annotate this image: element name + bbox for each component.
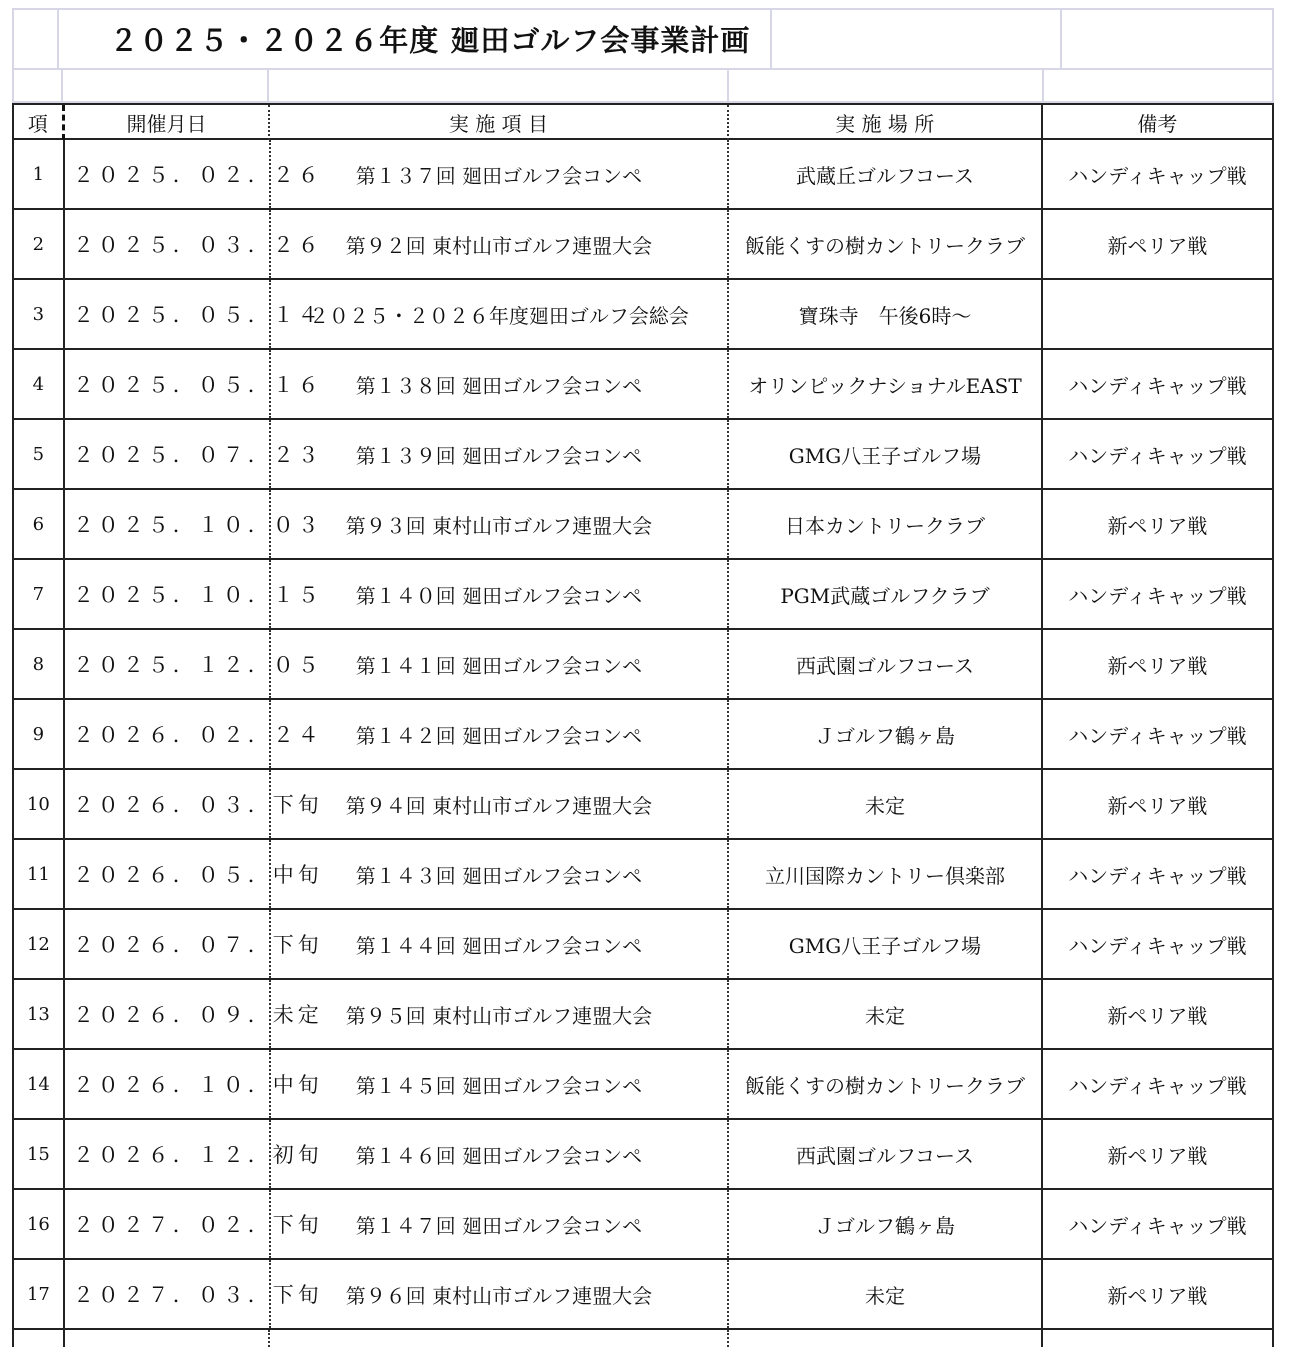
- cell-venue[interactable]: 未定: [729, 1260, 1043, 1328]
- cell-event[interactable]: 第１４１回 廻田ゴルフ会コンペ: [271, 630, 729, 698]
- cell-venue[interactable]: 西武園ゴルフコース: [729, 630, 1043, 698]
- cell-event[interactable]: 第１３７回 廻田ゴルフ会コンペ: [271, 140, 729, 208]
- cell-no[interactable]: 3: [14, 280, 65, 348]
- cell-event[interactable]: 第１４３回 廻田ゴルフ会コンペ: [271, 840, 729, 908]
- header-date[interactable]: 開催月日: [65, 105, 270, 140]
- cell-no[interactable]: 13: [14, 980, 65, 1048]
- table-row: [14, 1120, 1272, 1190]
- cell-no[interactable]: 16: [14, 1190, 65, 1258]
- table-row: [14, 770, 1272, 840]
- cell-date[interactable]: ２０２６．１２．初旬: [65, 1120, 271, 1188]
- cell-date[interactable]: ２０２６．０５．中旬: [65, 840, 271, 908]
- cell-note[interactable]: ハンディキャップ戦: [1068, 163, 1247, 188]
- empty-cell[interactable]: [269, 68, 729, 103]
- cell-note[interactable]: ハンディキャップ戦: [1068, 443, 1247, 468]
- empty-cell[interactable]: [772, 10, 1062, 70]
- cell-event[interactable]: 第１３９回 廻田ゴルフ会コンペ: [271, 420, 729, 488]
- cell-venue[interactable]: GMG八王子ゴルフ場: [729, 420, 1043, 488]
- cell-note[interactable]: ハンディキャップ戦: [1068, 583, 1247, 608]
- cell-no[interactable]: 12: [14, 910, 65, 978]
- title-row: [12, 8, 1274, 68]
- cell-no[interactable]: 7: [14, 560, 65, 628]
- cell-event[interactable]: 第９３回 東村山市ゴルフ連盟大会: [271, 490, 729, 558]
- empty-cell[interactable]: [14, 1330, 65, 1347]
- cell-no[interactable]: 5: [14, 420, 65, 488]
- empty-cell[interactable]: [12, 68, 63, 103]
- cell-no[interactable]: 6: [14, 490, 65, 558]
- cell-date[interactable]: ２０２７．０３．下旬: [65, 1260, 271, 1328]
- cell-note[interactable]: ハンディキャップ戦: [1068, 1073, 1247, 1098]
- cell-note[interactable]: 新ペリア戦: [1107, 653, 1208, 678]
- empty-cell[interactable]: [12, 10, 59, 70]
- cell-event[interactable]: 第１４２回 廻田ゴルフ会コンペ: [271, 700, 729, 768]
- cell-venue[interactable]: Ｊゴルフ鶴ヶ島: [729, 700, 1043, 768]
- cell-date[interactable]: ２０２６．０９．未定: [65, 980, 271, 1048]
- cell-note[interactable]: 新ペリア戦: [1107, 1283, 1208, 1308]
- spreadsheet: [12, 8, 1274, 1347]
- table-row: [14, 350, 1272, 420]
- cell-venue[interactable]: 飯能くすの樹カントリークラブ: [729, 210, 1043, 278]
- cell-event[interactable]: 第１４６回 廻田ゴルフ会コンペ: [271, 1120, 729, 1188]
- cell-date[interactable]: ２０２５．０５．１６: [65, 350, 271, 418]
- cell-no[interactable]: 11: [14, 840, 65, 908]
- cell-venue[interactable]: オリンピックナショナルEAST: [729, 350, 1043, 418]
- cell-no[interactable]: 10: [14, 770, 65, 838]
- cell-date[interactable]: ２０２６．０２．２４: [65, 700, 271, 768]
- table-row: [14, 910, 1272, 980]
- cell-event[interactable]: 第１４５回 廻田ゴルフ会コンペ: [271, 1050, 729, 1118]
- cell-event[interactable]: 第１４７回 廻田ゴルフ会コンペ: [271, 1190, 729, 1258]
- cell-no[interactable]: 9: [14, 700, 65, 768]
- empty-cell[interactable]: [729, 1330, 1043, 1347]
- table-row: [14, 1260, 1272, 1330]
- cell-note[interactable]: 新ペリア戦: [1107, 1003, 1208, 1028]
- table-body: [14, 140, 1272, 1330]
- header-no[interactable]: 項: [14, 105, 65, 140]
- cell-note[interactable]: 新ペリア戦: [1107, 513, 1208, 538]
- cell-venue[interactable]: 武蔵丘ゴルフコース: [729, 140, 1043, 208]
- empty-cell[interactable]: [1062, 10, 1274, 70]
- header-event[interactable]: 実 施 項 目: [270, 105, 729, 140]
- table-row: [14, 140, 1272, 210]
- table-row: [14, 1190, 1272, 1260]
- header-venue[interactable]: 実 施 場 所: [729, 105, 1043, 140]
- cell-venue[interactable]: 飯能くすの樹カントリークラブ: [729, 1050, 1043, 1118]
- title-cell[interactable]: [59, 10, 772, 70]
- cell-venue[interactable]: 未定: [729, 770, 1043, 838]
- cell-date[interactable]: ２０２５．０７．２３: [65, 420, 271, 488]
- spacer-row: [12, 68, 1274, 103]
- cell-venue[interactable]: 西武園ゴルフコース: [729, 1120, 1043, 1188]
- cell-event[interactable]: 第９５回 東村山市ゴルフ連盟大会: [271, 980, 729, 1048]
- cell-no[interactable]: 17: [14, 1260, 65, 1328]
- table-row: [14, 630, 1272, 700]
- cell-venue[interactable]: 未定: [729, 980, 1043, 1048]
- cell-note[interactable]: ハンディキャップ戦: [1068, 933, 1247, 958]
- empty-cell[interactable]: [65, 1330, 270, 1347]
- table-row: [14, 1050, 1272, 1120]
- cell-date[interactable]: ２０２５．０３．２６: [65, 210, 271, 278]
- cell-date[interactable]: ２０２６．１０．中旬: [65, 1050, 271, 1118]
- table-row: [14, 560, 1272, 630]
- table-row: [14, 280, 1272, 350]
- cell-venue[interactable]: GMG八王子ゴルフ場: [729, 910, 1043, 978]
- cell-date[interactable]: ２０２６．０７．下旬: [65, 910, 271, 978]
- cell-no[interactable]: 15: [14, 1120, 65, 1188]
- header-row: [14, 103, 1272, 140]
- cell-note[interactable]: 新ペリア戦: [1107, 1143, 1208, 1168]
- cell-date[interactable]: ２０２５．１０．１５: [65, 560, 271, 628]
- cell-event[interactable]: ２０２５・２０２６年度廻田ゴルフ会総会: [271, 280, 729, 348]
- cell-date[interactable]: ２０２５．１０．０３: [65, 490, 271, 558]
- cell-date[interactable]: ２０２５．１２．０５: [65, 630, 271, 698]
- table-row-partial: [14, 1330, 1272, 1347]
- cell-event[interactable]: 第１４４回 廻田ゴルフ会コンペ: [271, 910, 729, 978]
- cell-date[interactable]: ２０２５．０５．１４: [65, 280, 271, 348]
- cell-event[interactable]: 第１３８回 廻田ゴルフ会コンペ: [271, 350, 729, 418]
- table-row: [14, 490, 1272, 560]
- cell-note[interactable]: ハンディキャップ戦: [1068, 863, 1247, 888]
- cell-event[interactable]: 第９６回 東村山市ゴルフ連盟大会: [271, 1260, 729, 1328]
- cell-note[interactable]: [1043, 280, 1272, 348]
- cell-note[interactable]: ハンディキャップ戦: [1068, 1213, 1247, 1238]
- empty-cell[interactable]: [1043, 1330, 1272, 1347]
- cell-note[interactable]: ハンディキャップ戦: [1068, 723, 1247, 748]
- cell-no[interactable]: 1: [14, 140, 65, 208]
- cell-venue[interactable]: 立川国際カントリー倶楽部: [729, 840, 1043, 908]
- cell-event[interactable]: 第９２回 東村山市ゴルフ連盟大会: [271, 210, 729, 278]
- cell-no[interactable]: 2: [14, 210, 65, 278]
- cell-no[interactable]: 14: [14, 1050, 65, 1118]
- table-row: [14, 980, 1272, 1050]
- cell-date[interactable]: ２０２６．０３．下旬: [65, 770, 271, 838]
- cell-event[interactable]: 第９４回 東村山市ゴルフ連盟大会: [271, 770, 729, 838]
- title-area: [12, 8, 1274, 103]
- cell-event[interactable]: 第１４０回 廻田ゴルフ会コンペ: [271, 560, 729, 628]
- table-row: [14, 700, 1272, 770]
- page-title: ２０２５・２０２６年度 廻田ゴルフ会事業計画: [109, 23, 751, 58]
- cell-no[interactable]: 8: [14, 630, 65, 698]
- cell-note[interactable]: 新ペリア戦: [1107, 233, 1208, 258]
- cell-note[interactable]: ハンディキャップ戦: [1068, 373, 1247, 398]
- empty-cell[interactable]: [1044, 68, 1274, 103]
- cell-venue[interactable]: PGM武蔵ゴルフクラブ: [729, 560, 1043, 628]
- cell-date[interactable]: ２０２５．０２．２６: [65, 140, 271, 208]
- cell-note[interactable]: 新ペリア戦: [1107, 793, 1208, 818]
- cell-no[interactable]: 4: [14, 350, 65, 418]
- cell-venue[interactable]: 寶珠寺 午後6時〜: [729, 280, 1043, 348]
- header-note[interactable]: 備考: [1137, 112, 1178, 136]
- cell-venue[interactable]: 日本カントリークラブ: [729, 490, 1043, 558]
- schedule-table: [12, 103, 1274, 1347]
- table-row: [14, 210, 1272, 280]
- empty-cell[interactable]: [63, 68, 269, 103]
- cell-date[interactable]: ２０２７．０２．下旬: [65, 1190, 271, 1258]
- table-row: [14, 840, 1272, 910]
- empty-cell[interactable]: [729, 68, 1044, 103]
- table-row: [14, 420, 1272, 490]
- empty-cell[interactable]: [270, 1330, 729, 1347]
- cell-venue[interactable]: Ｊゴルフ鶴ヶ島: [729, 1190, 1043, 1258]
